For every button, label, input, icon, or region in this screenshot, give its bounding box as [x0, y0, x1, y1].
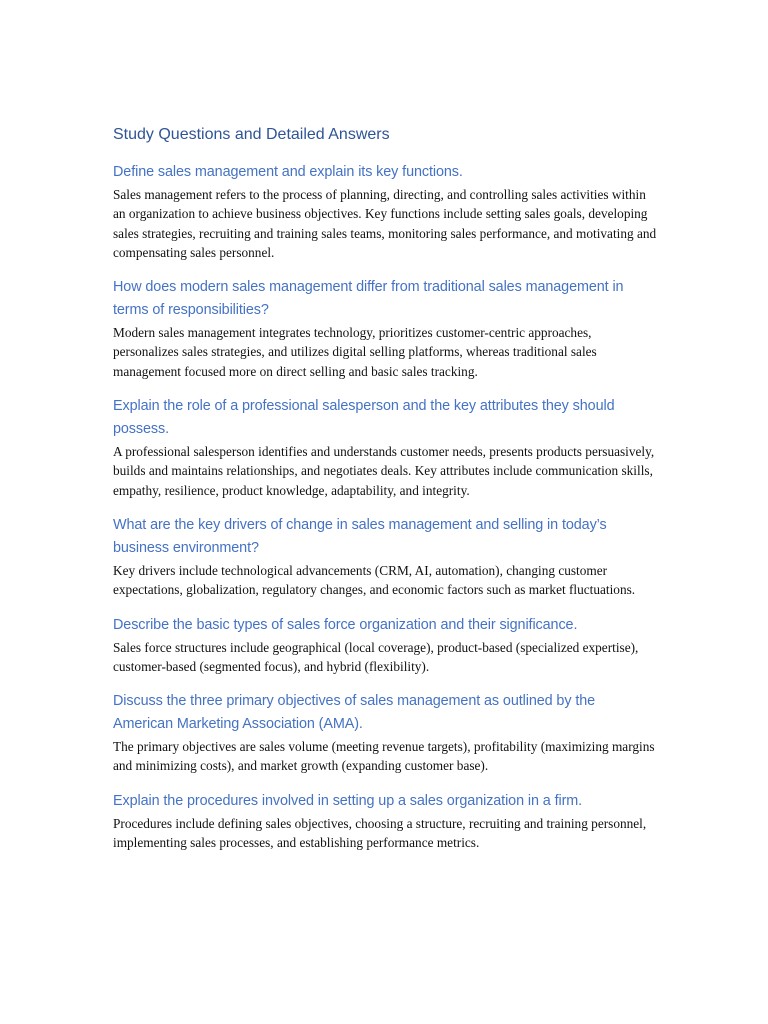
question-heading: How does modern sales management differ from traditional sales management in terms of responsibilities? [113, 279, 624, 319]
qa-item [113, 690, 658, 776]
answer-text: Key drivers include technological advancements (CRM, AI, automation), changing customer expectations, globalization, regulatory changes, and economic factors such as market fluctuations. [113, 562, 636, 598]
question-heading: Describe the basic types of sales force organization and their significance. [113, 616, 578, 633]
qa-item [113, 790, 658, 853]
answer-text: Procedures include defining sales objectives, choosing a structure, recruiting and training personnel, implementing sales processes, and establishing performance metrics. [113, 815, 647, 851]
question-heading: Define sales management and explain its key functions. [113, 164, 463, 180]
question-heading: Explain the procedures involved in setting up a sales organization in a firm. [113, 792, 583, 809]
document-page [113, 124, 658, 866]
question-heading: What are the key drivers of change in sales management and selling in today’s business environment? [113, 516, 607, 556]
question-heading: Explain the role of a professional salesperson and the key attributes they should possess. [113, 398, 615, 438]
question-heading: Discuss the three primary objectives of sales management as outlined by the American Marketing Association (AMA). [113, 693, 596, 733]
qa-item [113, 276, 658, 381]
qa-item [113, 514, 658, 600]
answer-text: Sales force structures include geographical (local coverage), product-based (specialized expertise), customer-based (segmented focus), and hybrid (flexibility). [113, 639, 639, 674]
answer-text: The primary objectives are sales volume (meeting revenue targets), profitability (maximizing margins and minimizing costs), and market growth (expanding customer base). [113, 739, 655, 774]
qa-item [113, 614, 658, 677]
qa-item [113, 161, 658, 262]
answer-text: Sales management refers to the process of planning, directing, and controlling sales activities within an organization to achieve business objectives. Key functions include setting sales goals, developing sales strategies, recruiting and training sales teams, monitoring sales performance, and motivating and compensating sales personnel. [113, 187, 657, 260]
document-title: Study Questions and Detailed Answers [113, 126, 390, 143]
answer-text: Modern sales management integrates technology, prioritizes customer-centric approaches, personalizes sales strategies, and utilizes digital selling platforms, whereas traditional sales management focused more on direct selling and basic sales tracking. [113, 325, 597, 379]
answer-text: A professional salesperson identifies and understands customer needs, presents products persuasively, builds and maintains relationships, and negotiates deals. Key attributes include communication skills, empathy, resilience, product knowledge, adaptability, and integrity. [113, 444, 655, 498]
qa-item [113, 395, 658, 500]
